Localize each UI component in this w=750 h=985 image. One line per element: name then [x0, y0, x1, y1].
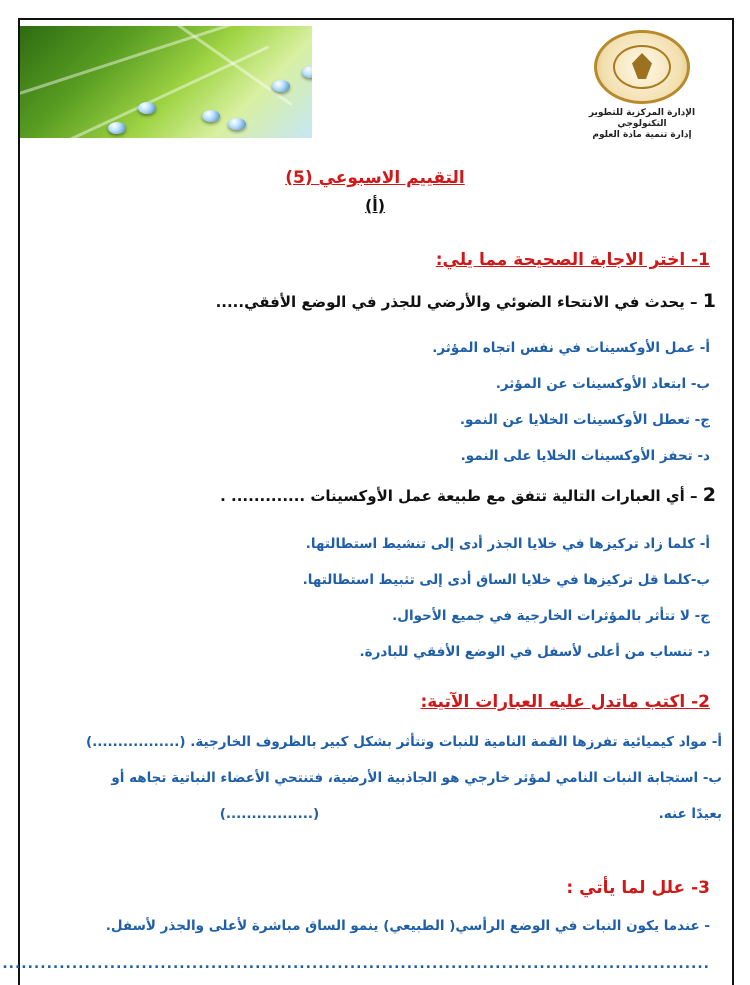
q1-option-a: أ- عمل الأوكسينات في نفس اتجاه المؤثر. [432, 340, 710, 356]
question-2-text: – أي العبارات التالية تتفق مع طبيعة عمل الأوكسينات ............. . [220, 487, 698, 505]
section2-item-b-text: بعيدًا عنه. [658, 806, 722, 822]
question-1-number: 1 [702, 290, 716, 312]
question-2-number: 2 [702, 484, 716, 506]
section2-item-b-line2 [40, 806, 722, 822]
answer-line: ................................................................................................................ [2, 956, 710, 972]
q2-option-c: ج- لا تتأثر بالمؤثرات الخارجية في جميع الأحوال. [392, 608, 710, 624]
q1-option-c: ج- تعطل الأوكسينات الخلايا عن النمو. [459, 412, 710, 428]
q1-option-d: د- تحفز الأوكسينات الخلايا على النمو. [460, 448, 710, 464]
section2-heading: 2- اكتب ماتدل عليه العبارات الآتية: [420, 692, 710, 712]
section1-heading: 1- اختر الاجابة الصحيحة مما يلي: [435, 250, 710, 270]
ministry-logo [572, 30, 712, 140]
form-label: (أ) [364, 196, 386, 215]
logo-caption [572, 108, 712, 141]
q2-option-b: ب-كلما قل تركيزها في خلايا الساق أدى إلى تثبيط استطالتها. [302, 572, 710, 588]
ministry-seal-icon [594, 30, 690, 104]
section2-item-b-blank: (.................) [219, 806, 320, 822]
section3-heading: 3- علل لما يأتي : [566, 878, 710, 898]
q2-option-a: أ- كلما زاد تركيزها في خلايا الجذر أدى إلى تنشيط استطالتها. [305, 536, 710, 552]
q1-option-b: ب- ابتعاد الأوكسينات عن المؤثر. [495, 376, 710, 392]
question-1-text: – يحدث في الانتحاء الضوئي والأرضي للجذر في الوضع الأفقي..... [215, 293, 698, 311]
section2-item-b-line1: ب- استجابة النبات النامي لمؤثر خارجي هو الجاذبية الأرضية، فتنتحي الأعضاء النباتية تجاهه أو [111, 770, 722, 786]
logo-caption-line2: إدارة تنمية مادة العلوم [592, 130, 692, 140]
leaf-water-drops-image [20, 26, 312, 138]
section3-item: - عندما يكون النبات في الوضع الرأسي( الطبيعي) ينمو الساق مباشرة لأعلى والجذر لأسفل. [105, 918, 710, 934]
q2-option-d: د- تنساب من أعلى لأسفل في الوضع الأفقي للبادرة. [359, 644, 710, 660]
logo-caption-line1: الإدارة المركزية للتطوير التكنولوجي [588, 108, 696, 129]
section2-item-a: أ- مواد كيميائية تفرزها القمة النامية للنبات وتتأثر بشكل كبير بالظروف الخارجية. (.................) [85, 734, 722, 750]
page-title: التقييم الاسبوعي (5) [285, 168, 465, 188]
question-1 [40, 290, 716, 312]
question-2 [40, 484, 716, 506]
